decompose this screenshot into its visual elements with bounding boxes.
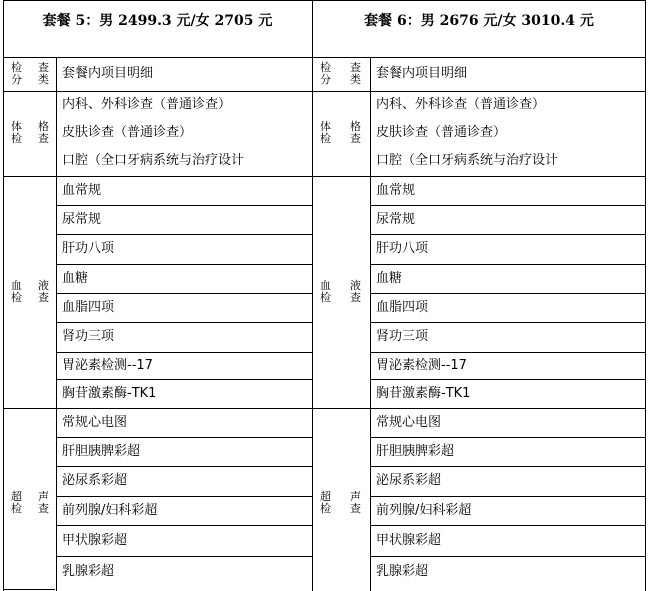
- package-5-title: 套餐 5：男 2499.3 元/女 2705 元: [42, 13, 273, 29]
- list-item: 血糖: [62, 271, 89, 286]
- category-physical: 体 检: [320, 120, 331, 145]
- list-item: 常规心电图: [62, 415, 128, 430]
- detail-header: 套餐内项目明细: [376, 66, 468, 81]
- list-item: 胸苷激素酶-TK1: [376, 386, 471, 401]
- category-header-label: 查 类: [350, 61, 361, 86]
- list-item: 血脂四项: [62, 300, 115, 315]
- list-item: 甲状腺彩超: [376, 533, 442, 548]
- list-item: 血糖: [376, 271, 403, 286]
- list-item: 血常规: [376, 183, 416, 198]
- list-item: 内科、外科诊查（普通诊查）: [62, 97, 232, 112]
- category-physical: 格 查: [38, 120, 49, 145]
- list-item: 乳腺彩超: [376, 564, 429, 579]
- category-physical: 格 查: [350, 120, 361, 145]
- list-item: 口腔（全口牙病系统与治疗设计: [376, 153, 559, 168]
- list-item: 胸苷激素酶-TK1: [62, 386, 157, 401]
- list-item: 血常规: [62, 183, 102, 198]
- list-item: 血脂四项: [376, 300, 429, 315]
- list-item: 肾功三项: [62, 329, 115, 344]
- list-item: 皮肤诊查（普通诊查）: [376, 125, 507, 140]
- list-item: 甲状腺彩超: [62, 533, 128, 548]
- category-blood: 液 查: [350, 279, 361, 304]
- category-header-label: 查 类: [38, 61, 49, 86]
- category-ultrasound: 超 检: [11, 490, 22, 515]
- category-ultrasound: 超 检: [320, 490, 331, 515]
- list-item: 肝胆胰脾彩超: [62, 444, 141, 459]
- list-item: 常规心电图: [376, 415, 442, 430]
- list-item: 胃泌素检测--17: [376, 358, 467, 373]
- list-item: 尿常规: [62, 212, 102, 227]
- list-item: 肝功八项: [62, 241, 115, 256]
- list-item: 肾功三项: [376, 329, 429, 344]
- package-6-title: 套餐 6：男 2676 元/女 3010.4 元: [364, 13, 594, 29]
- detail-header: 套餐内项目明细: [62, 66, 154, 81]
- list-item: 泌尿系彩超: [376, 473, 442, 488]
- category-blood: 液 查: [38, 279, 49, 304]
- list-item: 乳腺彩超: [62, 564, 115, 579]
- list-item: 前列腺/妇科彩超: [376, 503, 472, 518]
- list-item: 肝功八项: [376, 241, 429, 256]
- list-item: 肝胆胰脾彩超: [376, 444, 455, 459]
- category-ultrasound: 声 查: [350, 490, 361, 515]
- category-header-label: 检 分: [320, 61, 331, 86]
- category-ultrasound: 声 查: [38, 490, 49, 515]
- list-item: 尿常规: [376, 212, 416, 227]
- category-blood: 血 检: [11, 279, 22, 304]
- list-item: 前列腺/妇科彩超: [62, 503, 158, 518]
- category-header-label: 检 分: [11, 61, 22, 86]
- category-physical: 体 检: [11, 120, 22, 145]
- list-item: 皮肤诊查（普通诊查）: [62, 125, 193, 140]
- list-item: 内科、外科诊查（普通诊查）: [376, 97, 546, 112]
- list-item: 胃泌素检测--17: [62, 358, 153, 373]
- category-blood: 血 检: [320, 279, 331, 304]
- list-item: 泌尿系彩超: [62, 473, 128, 488]
- list-item: 口腔（全口牙病系统与治疗设计: [62, 153, 245, 168]
